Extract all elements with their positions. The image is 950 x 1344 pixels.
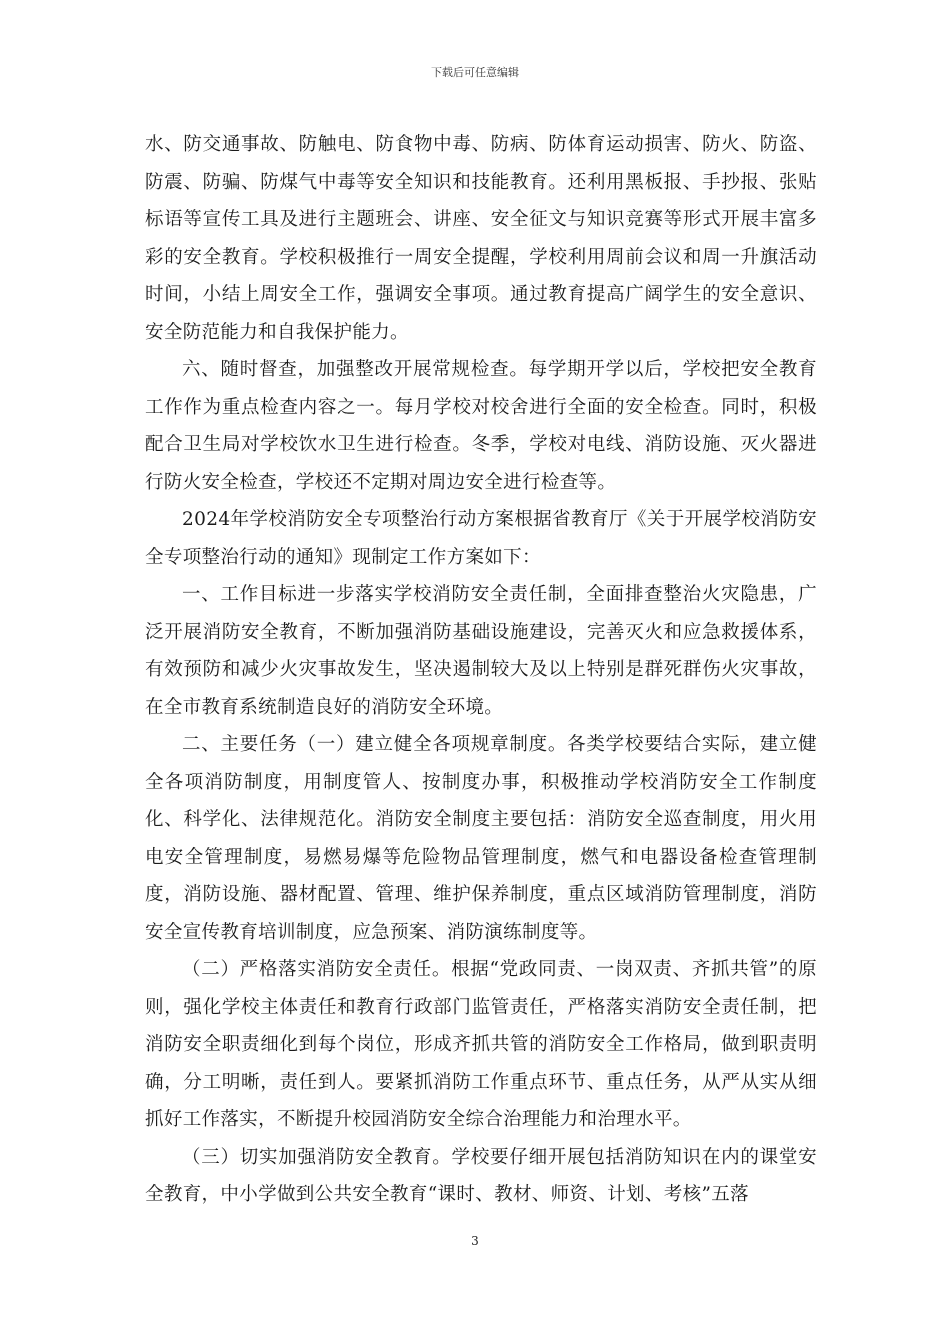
paragraph-2: 六、随时督查，加强整改开展常规检查。每学期开学以后，学校把安全教育工作作为重点检查内容之一。每月学校对校舍进行全面的安全检查。同时，积极配合卫生局对学校饮水卫生进行检查。冬季，学校对电线、消防设施、灭火器进行防火安全检查，学校还不定期对周边安全进行检查等。 bbox=[145, 359, 817, 493]
paragraph-6: （二）严格落实消防安全责任。根据“党政同责、一岗双责、齐抓共管”的原则，强化学校主体责任和教育行政部门监管责任，严格落实消防安全责任制，把消防安全职责细化到每个岗位，形成齐抓共管的消防安全工作格局，做到职责明确，分工明晰，责任到人。要紧抓消防工作重点环节、重点任务，从严从实从细抓好工作落实，不断提升校园消防安全综合治理能力和治理水平。 bbox=[145, 959, 817, 1130]
page-number: 3 bbox=[471, 1234, 479, 1248]
paragraph-7: （三）切实加强消防安全教育。学校要仔细开展包括消防知识在内的课堂安全教育，中小学做到公共安全教育“课时、教材、师资、计划、考核”五落 bbox=[145, 1146, 817, 1205]
paragraph-3: 2024年学校消防安全专项整治行动方案根据省教育厅《关于开展学校消防安全专项整治行动的通知》现制定工作方案如下： bbox=[145, 509, 817, 568]
header-note: 下载后可任意编辑 bbox=[431, 66, 519, 79]
paragraph-4: 一、工作目标进一步落实学校消防安全责任制，全面排查整治火灾隐患，广泛开展消防安全教育，不断加强消防基础设施建设，完善灭火和应急救援体系，有效预防和减少火灾事故发生，坚决遏制较大及以上特别是群死群伤火灾事故，在全市教育系统制造良好的消防安全环境。 bbox=[145, 584, 817, 718]
paragraph-5: 二、主要任务（一）建立健全各项规章制度。各类学校要结合实际，建立健全各项消防制度，用制度管人、按制度办事，积极推动学校消防安全工作制度化、科学化、法律规范化。消防安全制度主要包括：消防安全巡查制度，用火用电安全管理制度，易燃易爆等危险物品管理制度，燃气和电器设备检查管理制度，消防设施、器材配置、管理、维护保养制度，重点区域消防管理制度，消防安全宣传教育培训制度，应急预案、消防演练制度等。 bbox=[145, 734, 817, 943]
document-body bbox=[145, 126, 817, 1214]
paragraph-1: 水、防交通事故、防触电、防食物中毒、防病、防体育运动损害、防火、防盗、防震、防骗、防煤气中毒等安全知识和技能教育。还利用黑板报、手抄报、张贴标语等宣传工具及进行主题班会、讲座、安全征文与知识竞赛等形式开展丰富多彩的安全教育。学校积极推行一周安全提醒，学校利用周前会议和周一升旗活动时间，小结上周安全工作，强调安全事项。通过教育提高广阔学生的安全意识、安全防范能力和自我保护能力。 bbox=[145, 134, 817, 343]
